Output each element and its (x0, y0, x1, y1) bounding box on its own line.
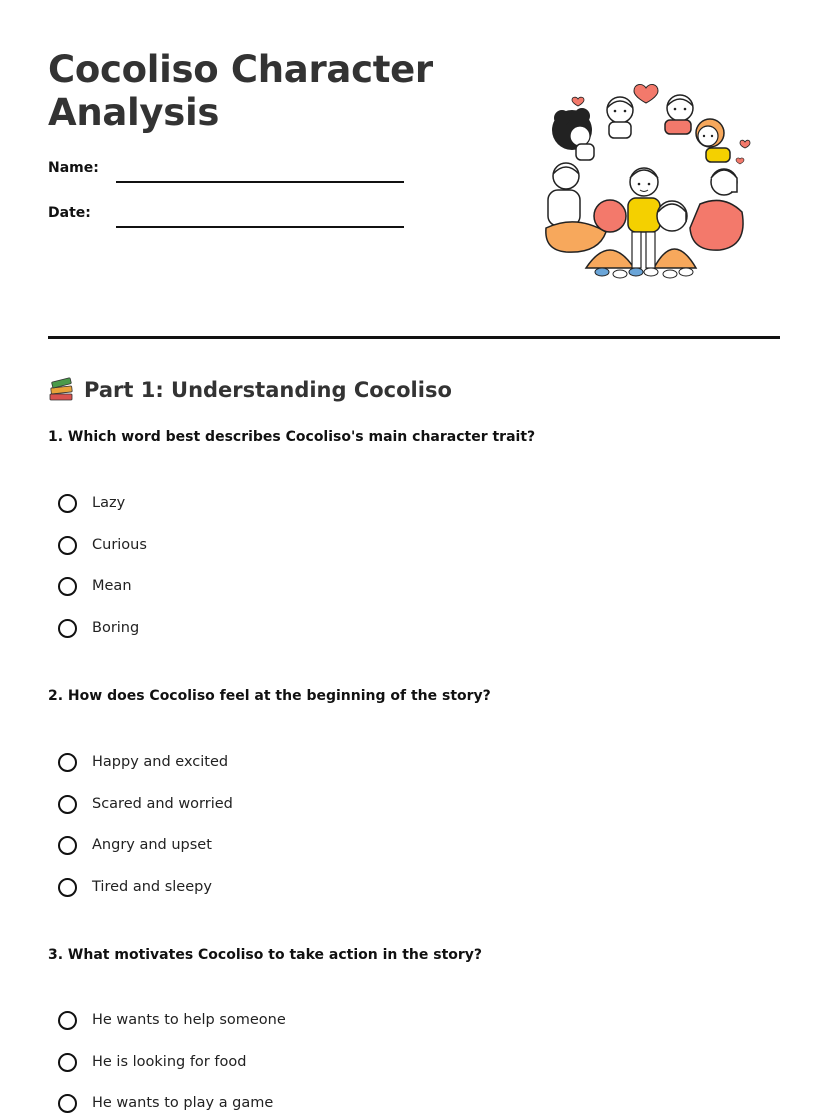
option-label: He wants to play a game (92, 1095, 274, 1111)
q2-option-angry[interactable] (58, 833, 212, 857)
part-1-heading (48, 374, 452, 406)
option-label: Mean (92, 578, 132, 594)
date-label: Date: (48, 205, 91, 221)
question-2: 2. How does Cocoliso feel at the beginning of the story? (48, 688, 491, 704)
option-label: Angry and upset (92, 837, 212, 853)
radio-button[interactable] (58, 1094, 77, 1113)
q3-option-help[interactable] (58, 1008, 286, 1032)
radio-button[interactable] (58, 577, 77, 596)
worksheet-title: Cocoliso Character Analysis (48, 48, 433, 134)
option-label: Happy and excited (92, 754, 229, 770)
radio-button[interactable] (58, 1011, 77, 1030)
q2-option-happy[interactable] (58, 750, 228, 774)
q3-option-game[interactable] (58, 1091, 273, 1115)
option-label: He is looking for food (92, 1054, 247, 1070)
option-label: He wants to help someone (92, 1012, 286, 1028)
name-field[interactable] (116, 181, 404, 183)
q1-option-mean[interactable] (58, 574, 132, 598)
option-label: Lazy (92, 495, 126, 511)
q1-option-boring[interactable] (58, 616, 139, 640)
question-1: 1. Which word best describes Cocoliso's main character trait? (48, 429, 536, 445)
books-icon (48, 377, 74, 403)
q2-option-tired[interactable] (58, 875, 212, 899)
question-3: 3. What motivates Cocoliso to take action in the story? (48, 947, 483, 963)
radio-button[interactable] (58, 836, 77, 855)
part-1-heading-text: Part 1: Understanding Cocoliso (84, 378, 452, 402)
option-label: Curious (92, 537, 147, 553)
radio-button[interactable] (58, 619, 77, 638)
q1-option-lazy[interactable] (58, 491, 125, 515)
date-field[interactable] (116, 226, 404, 228)
radio-button[interactable] (58, 536, 77, 555)
radio-button[interactable] (58, 753, 77, 772)
option-label: Boring (92, 620, 140, 636)
section-divider (48, 336, 780, 339)
radio-button[interactable] (58, 1053, 77, 1072)
option-label: Scared and worried (92, 796, 233, 812)
option-label: Tired and sleepy (92, 879, 212, 895)
radio-button[interactable] (58, 878, 77, 897)
name-label: Name: (48, 160, 99, 176)
q2-option-scared[interactable] (58, 792, 233, 816)
q1-option-curious[interactable] (58, 533, 147, 557)
children-circle-illustration-icon (540, 78, 752, 284)
radio-button[interactable] (58, 494, 77, 513)
q3-option-food[interactable] (58, 1050, 246, 1074)
radio-button[interactable] (58, 795, 77, 814)
